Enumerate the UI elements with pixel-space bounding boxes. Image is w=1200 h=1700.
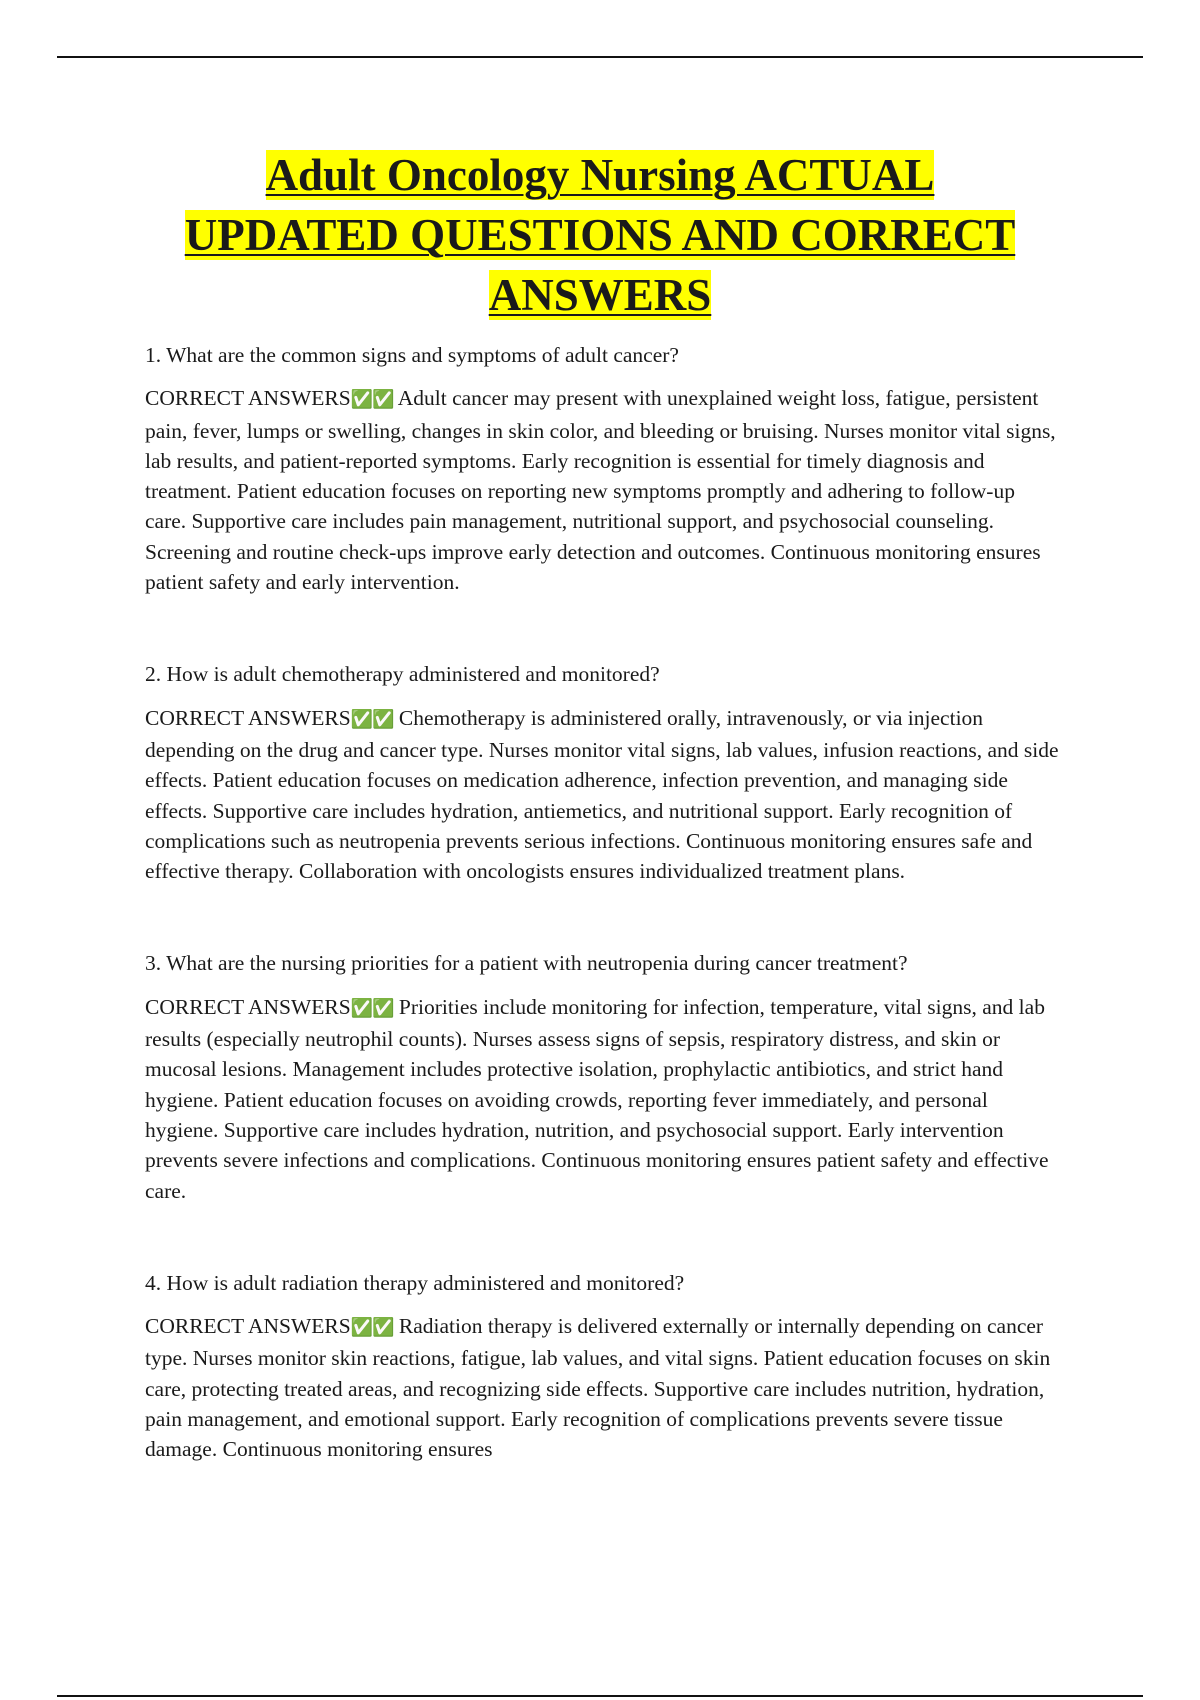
qa-item-4 bbox=[145, 1268, 1060, 1465]
answer-prefix: CORRECT ANSWERS bbox=[145, 386, 351, 411]
answer-4 bbox=[145, 1311, 1060, 1464]
answer-3 bbox=[145, 992, 1060, 1206]
checkmark-icon: ✅✅ bbox=[350, 997, 394, 1019]
answer-1 bbox=[145, 383, 1060, 597]
title-line-1: Adult Oncology Nursing ACTUAL bbox=[265, 150, 935, 200]
qa-item-1 bbox=[145, 340, 1060, 597]
top-rule bbox=[57, 56, 1143, 58]
answer-text: Chemotherapy is administered orally, intravenously, or via injection depending on the drug and cancer type. Nurses monitor vital signs, lab values, infusion reactions, and side effects. Patient education focuses on medication adherence, infection prevention, and managing side effects. Supportive care includes hydration, antiemetics, and nutritional support. Early recognition of complications such as neutropenia prevents serious infections. Continuous monitoring ensures safe and effective therapy. Collaboration with oncologists ensures individualized treatment plans. bbox=[145, 705, 1059, 884]
question-2: 2. How is adult chemotherapy administered and monitored? bbox=[145, 662, 660, 687]
title-line-3: ANSWERS bbox=[488, 270, 712, 320]
title-line-2: UPDATED QUESTIONS AND CORRECT bbox=[184, 210, 1016, 260]
checkmark-icon: ✅✅ bbox=[350, 1317, 394, 1339]
answer-text: Radiation therapy is delivered externally or internally depending on cancer type. Nurses monitor skin reactions, fatigue, lab values, and vital signs. Patient education focuses on skin care, protecting treated areas, and recognizing side effects. Supportive care includes nutrition, hydration, pain management, and emotional support. Early recognition of complications prevents severe tissue damage. Continuous monitoring ensures bbox=[145, 1314, 1051, 1462]
answer-prefix: CORRECT ANSWERS bbox=[145, 1314, 351, 1339]
answer-2 bbox=[145, 703, 1060, 887]
question-3: 3. What are the nursing priorities for a patient with neutropenia during cancer treatment? bbox=[145, 951, 908, 976]
answer-prefix: CORRECT ANSWERS bbox=[145, 994, 351, 1019]
question-4: 4. How is adult radiation therapy administered and monitored? bbox=[145, 1270, 685, 1295]
question-1: 1. What are the common signs and symptoms of adult cancer? bbox=[145, 343, 679, 367]
qa-list bbox=[145, 340, 1060, 1465]
checkmark-icon: ✅✅ bbox=[350, 708, 394, 730]
checkmark-icon: ✅✅ bbox=[350, 389, 394, 411]
answer-prefix: CORRECT ANSWERS bbox=[145, 705, 351, 730]
qa-item-2 bbox=[145, 659, 1060, 886]
document-title bbox=[100, 145, 1100, 325]
qa-item-3 bbox=[145, 948, 1060, 1205]
bottom-rule bbox=[57, 1695, 1143, 1697]
answer-text: Adult cancer may present with unexplained weight loss, fatigue, persistent pain, fever, lumps or swelling, changes in skin color, and bleeding or bruising. Nurses monitor vital signs, lab results, and patient-reported symptoms. Early recognition is essential for timely diagnosis and treatment. Patient education focuses on reporting new symptoms promptly and adhering to follow-up care. Supportive care includes pain management, nutritional support, and psychosocial counseling. Screening and routine check-ups improve early detection and outcomes. Continuous monitoring ensures patient safety and early intervention. bbox=[145, 386, 1056, 595]
answer-text: Priorities include monitoring for infection, temperature, vital signs, and lab results (especially neutrophil counts). Nurses assess signs of sepsis, respiratory distress, and skin or mucosal lesions. Management includes protective isolation, prophylactic antibiotics, and strict hand hygiene. Patient education focuses on avoiding crowds, reporting fever immediately, and personal hygiene. Supportive care includes hydration, nutrition, and psychosocial support. Early intervention prevents severe infections and complications. Continuous monitoring ensures patient safety and effective care. bbox=[145, 994, 1049, 1203]
